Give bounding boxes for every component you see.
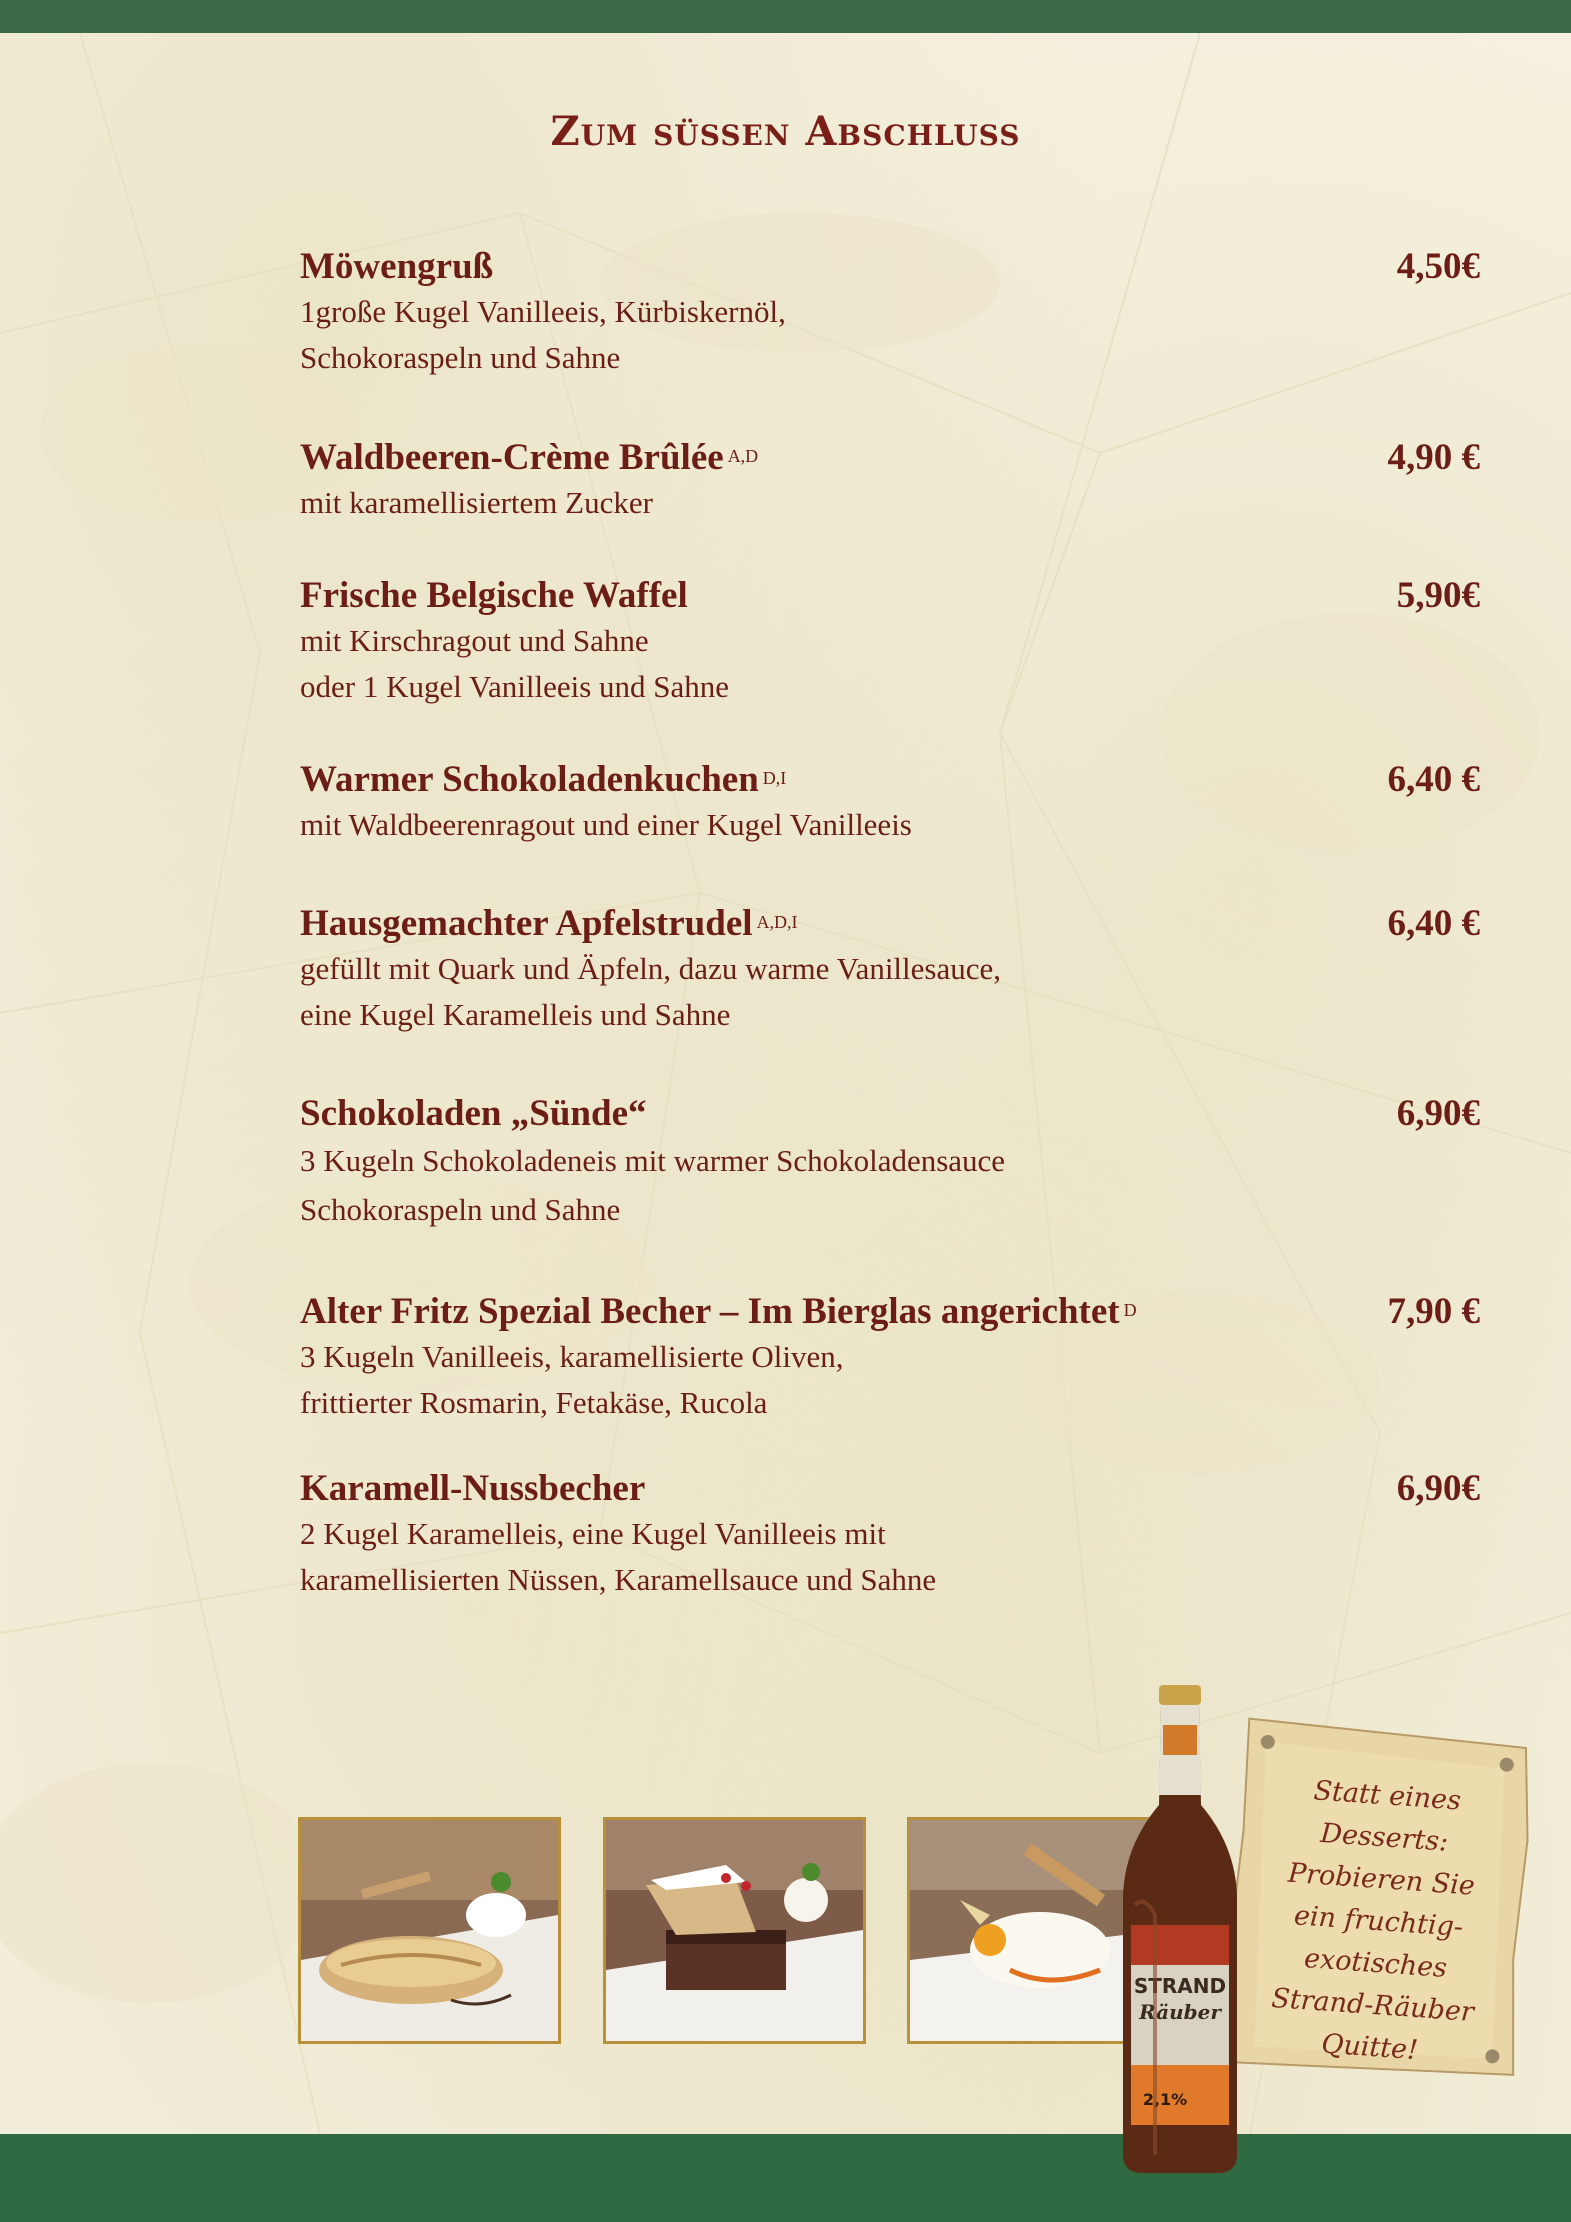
note-line: Statt eines bbox=[1312, 1775, 1462, 1817]
item-price: 6,40 € bbox=[1387, 759, 1480, 800]
menu-item bbox=[300, 436, 1480, 526]
item-name: Karamell-Nussbecher bbox=[300, 1468, 646, 1509]
note-line: Desserts: bbox=[1319, 1817, 1450, 1858]
item-name: Waldbeeren-Crème Brûlée $^{A,D}$ bbox=[300, 437, 759, 478]
menu-item bbox=[300, 758, 1480, 848]
note-line: Strand-Räuber bbox=[1270, 1982, 1475, 2028]
note-line: Probieren Sie bbox=[1286, 1857, 1476, 1902]
allergen-codes: D bbox=[1123, 1300, 1137, 1320]
item-price: 4,50€ bbox=[1396, 246, 1480, 287]
item-description: frittierter Rosmarin, Fetakäse, Rucola bbox=[300, 1385, 768, 1420]
photo-apple-strudel bbox=[298, 1817, 561, 2044]
menu-item bbox=[300, 1467, 1480, 1603]
item-description: mit Kirschragout und Sahne bbox=[300, 623, 649, 658]
item-description: 3 Kugeln Schokoladeneis mit warmer Schokoladensauce bbox=[300, 1143, 1006, 1178]
item-description: oder 1 Kugel Vanilleeis und Sahne bbox=[300, 669, 730, 704]
beer-bottle-image bbox=[1115, 1685, 1245, 2175]
item-description: mit karamellisiertem Zucker bbox=[300, 485, 653, 520]
item-price: 7,90 € bbox=[1387, 1291, 1480, 1332]
bottle-abv: 2,1% bbox=[1142, 2090, 1188, 2109]
item-description: 2 Kugel Karamelleis, eine Kugel Vanilleeis mit bbox=[300, 1516, 886, 1551]
note-line: Quitte! bbox=[1320, 2028, 1420, 2067]
item-description: Schokoraspeln und Sahne bbox=[300, 340, 621, 375]
item-description: eine Kugel Karamelleis und Sahne bbox=[300, 997, 731, 1032]
menu-item bbox=[300, 574, 1480, 710]
menu-item bbox=[300, 902, 1480, 1038]
item-description: 3 Kugeln Vanilleeis, karamellisierte Oliven, bbox=[300, 1339, 844, 1374]
item-description: Schokoraspeln und Sahne bbox=[300, 1192, 621, 1227]
note-text bbox=[1234, 1766, 1524, 2078]
item-name: Warmer Schokoladenkuchen $^{D,I}$ bbox=[300, 759, 787, 800]
item-price: 6,90€ bbox=[1396, 1093, 1480, 1134]
menu-item bbox=[300, 1092, 1480, 1234]
item-description: 1große Kugel Vanilleeis, Kürbiskernöl, bbox=[300, 294, 786, 329]
item-price: 4,90 € bbox=[1387, 437, 1480, 478]
photo-chocolate-cake bbox=[603, 1817, 866, 2044]
item-name: Hausgemachter Apfelstrudel $^{A,D,I}$ bbox=[300, 903, 798, 944]
recommendation-note bbox=[1213, 1710, 1542, 2090]
note-line: exotisches bbox=[1303, 1943, 1449, 1984]
item-price: 5,90€ bbox=[1396, 575, 1480, 616]
item-description: karamellisierten Nüssen, Karamellsauce und Sahne bbox=[300, 1562, 937, 1597]
item-price: 6,90€ bbox=[1396, 1468, 1480, 1509]
item-name: Schokoladen „Sünde“ bbox=[300, 1093, 647, 1134]
menu-item bbox=[300, 245, 1480, 381]
page-title: Zum süssen Abschluss bbox=[550, 108, 1021, 155]
bottle-brand-line1: STRAND bbox=[1133, 1974, 1227, 1998]
item-name: Alter Fritz Spezial Becher – Im Bierglas angerichtet $^D$ bbox=[300, 1291, 1137, 1332]
item-price: 6,40 € bbox=[1387, 903, 1480, 944]
allergen-codes: A,D bbox=[727, 446, 759, 466]
item-description: gefüllt mit Quark und Äpfeln, dazu warme Vanillesauce, bbox=[300, 951, 1002, 986]
top-bar bbox=[0, 0, 1571, 33]
allergen-codes: A,D,I bbox=[756, 912, 798, 932]
menu-item bbox=[300, 1290, 1480, 1426]
item-description: mit Waldbeerenragout und einer Kugel Vanilleeis bbox=[300, 807, 912, 842]
bottom-bar bbox=[0, 2134, 1571, 2222]
item-name: Möwengruß bbox=[300, 246, 494, 287]
note-line: ein fruchtig- bbox=[1292, 1900, 1465, 1943]
allergen-codes: D,I bbox=[762, 768, 787, 788]
item-name: Frische Belgische Waffel bbox=[300, 575, 688, 616]
bottle-brand-line2: Räuber bbox=[1139, 2000, 1221, 2024]
